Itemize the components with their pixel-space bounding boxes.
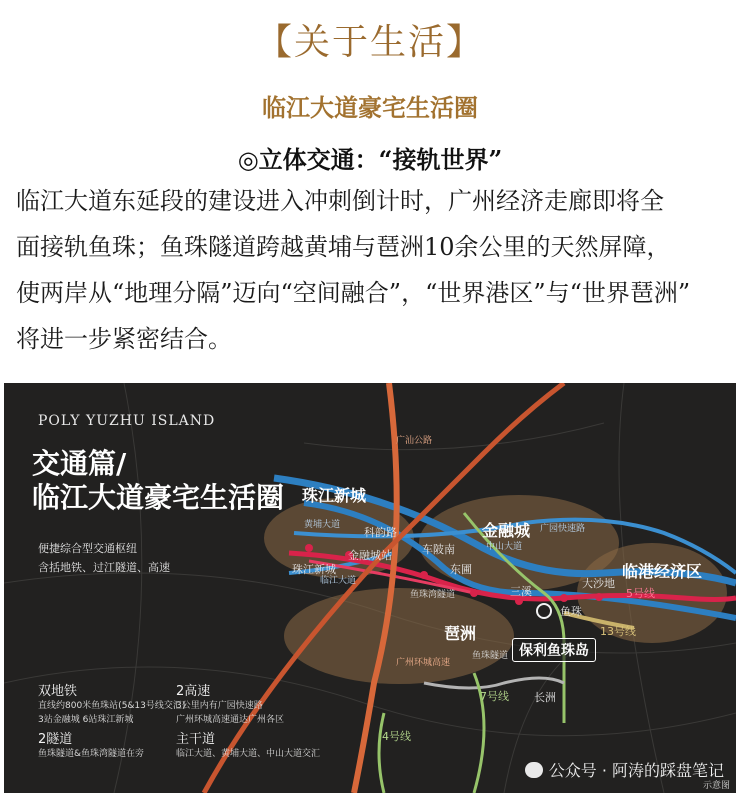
road-label: 临江大道: [320, 576, 357, 586]
area-label-zhujiang: 珠江新城: [302, 486, 367, 505]
map-title-line2: 临江大道豪宅生活圈: [32, 481, 285, 514]
legend-desc: 3站金融城 6站珠江新城: [38, 715, 134, 725]
legend-desc: 鱼珠隧道&鱼珠湾隧道在旁: [38, 749, 145, 759]
station-label: 长洲: [534, 691, 556, 704]
transport-map: [4, 383, 736, 793]
wechat-icon: [525, 762, 543, 778]
watermark: [525, 758, 724, 781]
area-label-pazhou: 琶洲: [444, 624, 477, 643]
station-label: 大沙地: [582, 577, 615, 590]
map-note: 示意图: [702, 781, 730, 791]
area-pazhou: [284, 588, 514, 684]
road-label: 黄埔大道: [304, 520, 341, 530]
intro-paragraph: [16, 178, 728, 362]
road-label: 广州环城高速: [396, 658, 451, 668]
legend-desc: 直线约800米鱼珠站(5&13号线交汇): [38, 701, 186, 711]
road-label: 中山大道: [486, 542, 523, 552]
line-badge-5: 5号线: [626, 587, 655, 600]
area-label-jinrong: 金融城: [482, 521, 531, 540]
paragraph-line: 将进一步紧密结合。: [16, 325, 232, 353]
line-badge-4: 4号线: [382, 730, 411, 743]
station-label: 鱼珠: [560, 605, 582, 618]
paragraph-line: 临江大道东延段的建设进入冲刺倒计时，广州经济走廊即将全: [16, 187, 664, 215]
legend-title-highway: 2高速: [176, 684, 211, 699]
road-label: 广汕公路: [396, 436, 433, 446]
tunnel-label: 鱼珠隧道: [472, 651, 509, 661]
legend-title-road: 主干道: [176, 732, 216, 747]
line-badge-13: 13号线: [600, 625, 636, 638]
tunnel-label: 鱼珠湾隧道: [410, 590, 456, 600]
legend-desc: 广州环城高速通达广州各区: [176, 715, 285, 725]
station-label: 珠江新城: [292, 563, 336, 576]
area-label-lingang: 临港经济区: [622, 562, 703, 581]
project-label: 保利鱼珠岛: [512, 638, 596, 662]
legend-title-metro: 双地铁: [38, 684, 78, 699]
legend-title-tunnel: 2隧道: [38, 732, 73, 747]
paragraph-line: 面接轨鱼珠；鱼珠隧道跨越黄埔与琶洲10余公里的天然屏障，: [16, 233, 671, 261]
watermark-text: 公众号 · 阿涛的踩盘笔记: [548, 761, 724, 780]
map-title-line1: 交通篇/: [32, 447, 127, 480]
legend-desc: 临江大道、黄埔大道、中山大道交汇: [176, 749, 321, 759]
station-label: 车陂南: [422, 543, 455, 556]
station-label: 科韵路: [364, 526, 397, 539]
legend-desc: 3公里内有广园快速路: [176, 701, 263, 711]
station-label: 东圃: [450, 563, 472, 576]
station-label: 金融城站: [348, 549, 392, 562]
page-subtitle: 临江大道豪宅生活圈: [262, 93, 478, 122]
brand-name: POLY YUZHU ISLAND: [38, 413, 216, 429]
section-heading: ◎立体交通：“接轨世界”: [237, 145, 503, 174]
map-intro-line1: 便捷综合型交通枢纽: [38, 542, 137, 555]
road-label: 广园快速路: [540, 524, 586, 534]
page-title: 【关于生活】: [255, 22, 484, 63]
map-intro-line2: 含括地铁、过江隧道、高速: [38, 561, 170, 574]
line-badge-7: 7号线: [480, 690, 509, 703]
paragraph-line: 使两岸从“地理分隔”迈向“空间融合”，“世界港区”与“世界琶洲”: [16, 279, 691, 307]
station-label: 三溪: [510, 585, 532, 598]
route-line4: [379, 713, 384, 793]
